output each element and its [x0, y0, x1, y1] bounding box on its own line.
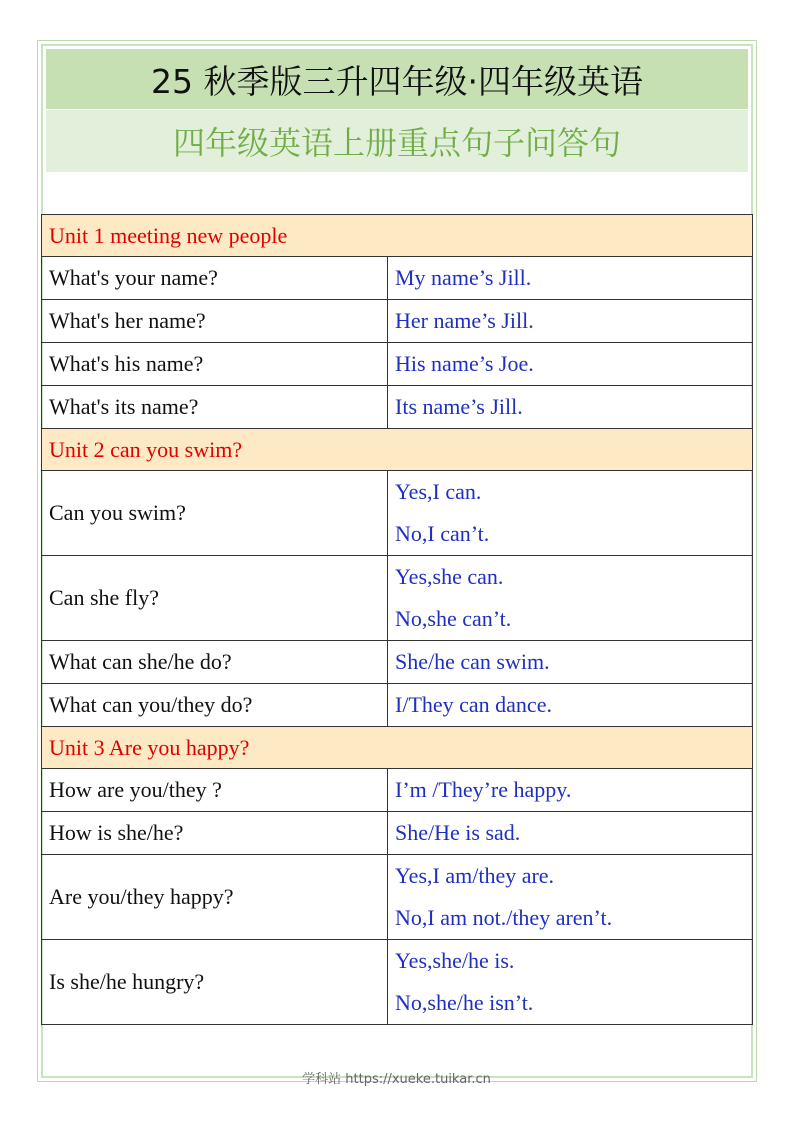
question-cell: Is she/he hungry? [42, 940, 388, 1025]
footer-watermark: 学科站 https://xueke.tuikar.cn [302, 1072, 491, 1087]
table-row [42, 471, 753, 556]
document-title: 25 秋季版三升四年级·四年级英语 [46, 49, 748, 109]
table-row [42, 300, 753, 343]
table-row [42, 769, 753, 812]
document-subtitle: 四年级英语上册重点句子问答句 [46, 110, 748, 172]
question-cell: What's his name? [42, 343, 388, 386]
question-cell: What's your name? [42, 257, 388, 300]
unit-header-row [42, 727, 753, 769]
answer-line: She/He is sad. [395, 820, 521, 845]
answer-line: Yes,she/he is. [395, 948, 515, 973]
answer-cell [388, 471, 753, 556]
answer-line: I’m /They’re happy. [395, 777, 572, 802]
question-cell: Are you/they happy? [42, 855, 388, 940]
question-cell: How is she/he? [42, 812, 388, 855]
table-row [42, 940, 753, 1025]
unit-header-row [42, 429, 753, 471]
answer-cell [388, 812, 753, 855]
answer-line: My name’s Jill. [395, 265, 532, 290]
answer-line: Yes,I am/they are. [395, 863, 555, 888]
unit-title: Unit 2 can you swim? [42, 429, 753, 471]
unit-title: Unit 3 Are you happy? [42, 727, 753, 769]
table-row [42, 343, 753, 386]
unit-title: Unit 1 meeting new people [42, 215, 753, 257]
table-row [42, 257, 753, 300]
answer-line: I/They can dance. [395, 692, 552, 717]
table-row [42, 641, 753, 684]
answer-cell [388, 641, 753, 684]
answer-line: Her name’s Jill. [395, 308, 534, 333]
answer-line: No,I am not./they aren’t. [395, 905, 613, 930]
unit-header-row [42, 215, 753, 257]
answer-cell [388, 257, 753, 300]
answer-line: His name’s Joe. [395, 351, 534, 376]
answer-cell [388, 386, 753, 429]
answer-line: No,she can’t. [395, 606, 512, 631]
answer-line: No,she/he isn’t. [395, 990, 534, 1015]
answer-line: She/he can swim. [395, 649, 550, 674]
question-cell: What can she/he do? [42, 641, 388, 684]
answer-cell [388, 300, 753, 343]
table-row [42, 684, 753, 727]
table-row [42, 812, 753, 855]
question-cell: Can she fly? [42, 556, 388, 641]
answer-cell [388, 684, 753, 727]
answer-cell [388, 343, 753, 386]
question-cell: What can you/they do? [42, 684, 388, 727]
answer-line: Yes,I can. [395, 479, 482, 504]
question-cell: What's her name? [42, 300, 388, 343]
table-row [42, 386, 753, 429]
qa-table [41, 214, 753, 1025]
question-cell: How are you/they ? [42, 769, 388, 812]
answer-cell [388, 769, 753, 812]
table-row [42, 855, 753, 940]
answer-line: Its name’s Jill. [395, 394, 523, 419]
answer-cell [388, 556, 753, 641]
question-cell: What's its name? [42, 386, 388, 429]
answer-cell [388, 855, 753, 940]
answer-line: Yes,she can. [395, 564, 504, 589]
answer-line: No,I can’t. [395, 521, 490, 546]
question-cell: Can you swim? [42, 471, 388, 556]
table-row [42, 556, 753, 641]
answer-cell [388, 940, 753, 1025]
